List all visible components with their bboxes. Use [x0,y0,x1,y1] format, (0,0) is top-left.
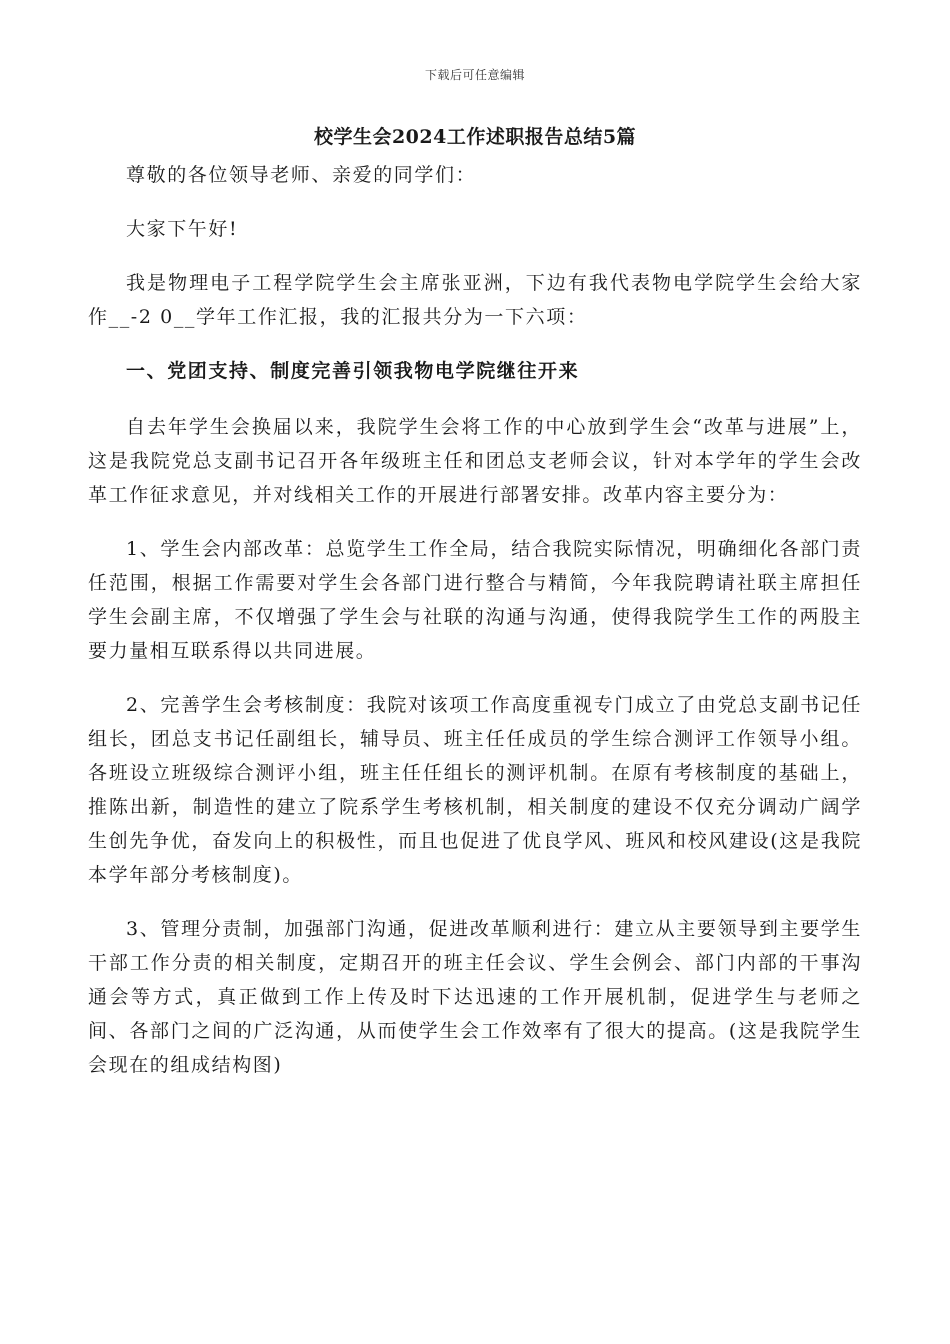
body-paragraph: 1、学生会内部改革：总览学生工作全局，结合我院实际情况，明确细化各部门责任范围，根据工作需要对学生会各部门进行整合与精简，今年我院聘请社联主席担任学生会副主席，不仅增强了学生会与社联的沟通与沟通，使得我院学生工作的两股主要力量相互联系得以共同进展。 [88,538,862,662]
greeting: 大家下午好! [126,218,239,240]
salutation: 尊敬的各位领导老师、亲爱的同学们： [126,164,477,186]
section-heading: 一、党团支持、制度完善引领我物电学院继往开来 [126,360,580,382]
intro-paragraph: 我是物理电子工程学院学生会主席张亚洲，下边有我代表物电学院学生会给大家作__-2 0__学年工作汇报，我的汇报共分为一下六项： [88,272,862,328]
body-paragraph: 自去年学生会换届以来，我院学生会将工作的中心放到学生会“改革与进展”上，这是我院党总支副书记召开各年级班主任和团总支老师会议，针对本学年的学生会改革工作征求意见，并对线相关工作的开展进行部署安排。改革内容主要分为： [88,416,862,506]
document-title: 校学生会2024工作述职报告总结5篇 [313,126,637,148]
header-note: 下载后可任意编辑 [424,68,525,82]
body-paragraph: 2、完善学生会考核制度：我院对该项工作高度重视专门成立了由党总支副书记任组长，团总支书记任副组长，辅导员、班主任任成员的学生综合测评工作领导小组。各班设立班级综合测评小组，班主任任组长的测评机制。在原有考核制度的基础上，推陈出新，制造性的建立了院系学生考核机制，相关制度的建设不仅充分调动广阔学生创先争优，奋发向上的积极性，而且也促进了优良学风、班风和校风建设(这是我院本学年部分考核制度)。 [88,694,862,886]
body-paragraph: 3、管理分责制，加强部门沟通，促进改革顺利进行：建立从主要领导到主要学生干部工作分责的相关制度，定期召开的班主任会议、学生会例会、部门内部的干事沟通会等方式，真正做到工作上传及时下达迅速的工作开展机制，促进学生与老师之间、各部门之间的广泛沟通，从而使学生会工作效率有了很大的提高。(这是我院学生会现在的组成结构图) [88,918,862,1076]
document-body [88,158,862,1102]
